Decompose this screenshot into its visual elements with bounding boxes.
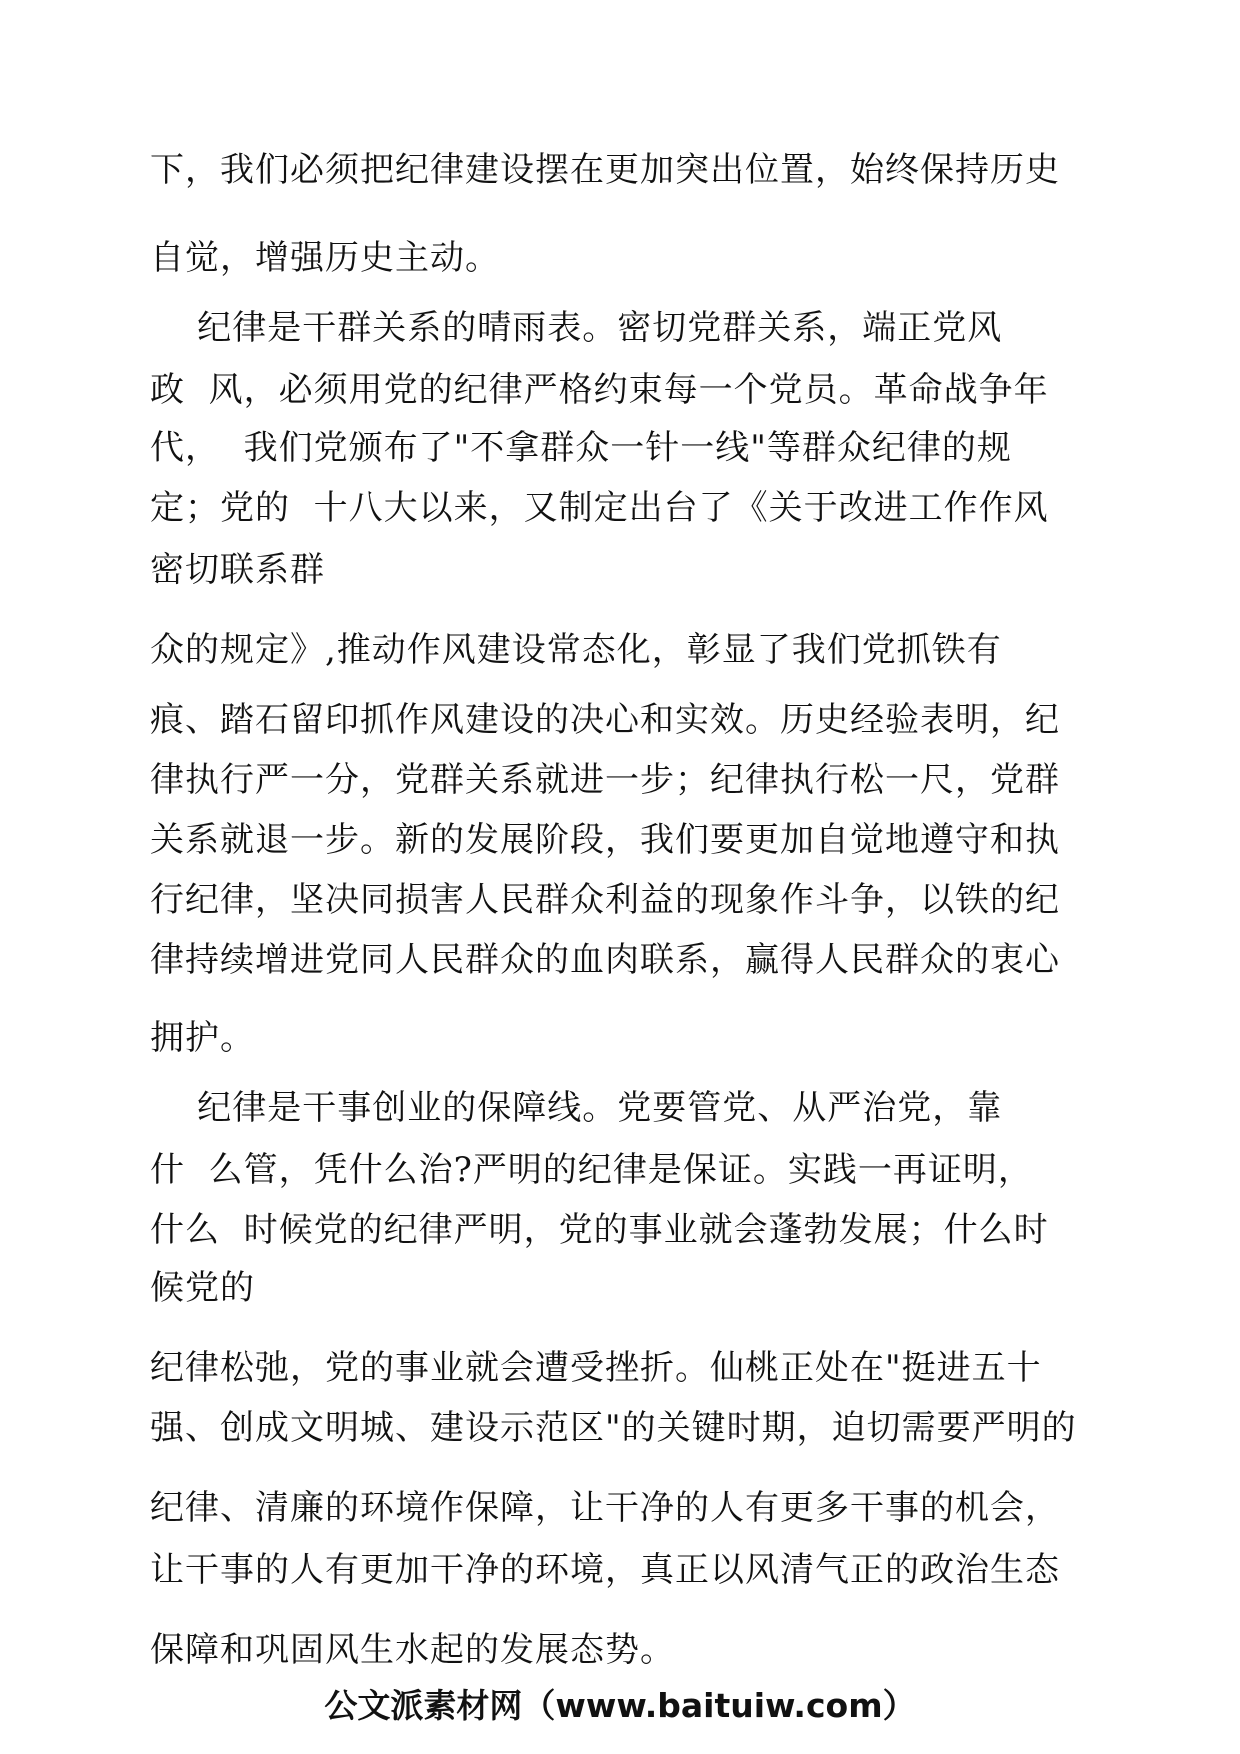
text-line: 密切联系群 xyxy=(150,550,325,590)
text-line: 候党的 xyxy=(150,1268,255,1308)
text-line: 什 么管，凭什么治?严明的纪律是保证。实践一再证明， xyxy=(150,1150,1033,1190)
text-line: 行纪律，坚决同损害人民群众利益的现象作斗争，以铁的纪 xyxy=(150,880,1060,920)
text-line: 纪律松弛，党的事业就会遭受挫折。仙桃正处在"挺进五十 xyxy=(150,1348,1042,1388)
text-line: 律执行严一分，党群关系就进一步；纪律执行松一尺，党群 xyxy=(150,760,1060,800)
text-line: 保障和巩固风生水起的发展态势。 xyxy=(150,1630,675,1670)
text-line: 拥护。 xyxy=(150,1018,255,1058)
text-line: 纪律、清廉的环境作保障，让干净的人有更多干事的机会， xyxy=(150,1488,1060,1528)
text-line: 让干事的人有更加干净的环境，真正以风清气正的政治生态 xyxy=(150,1550,1060,1590)
text-line: 痕、踏石留印抓作风建设的决心和实效。历史经验表明，纪 xyxy=(150,700,1060,740)
page-footer-watermark: 公文派素材网（www.baituiw.com） xyxy=(324,1686,916,1725)
text-line: 代， 我们党颁布了"不拿群众一针一线"等群众纪律的规 xyxy=(150,428,1012,468)
text-line: 定；党的 十八大以来，又制定出台了《关于改进工作作风 xyxy=(150,488,1049,528)
text-line: 律持续增进党同人民群众的血肉联系，赢得人民群众的衷心 xyxy=(150,940,1060,980)
text-line: 纪律是干事创业的保障线。党要管党、从严治党，靠 xyxy=(150,1088,1003,1128)
text-line: 关系就退一步。新的发展阶段，我们要更加自觉地遵守和执 xyxy=(150,820,1060,860)
text-line: 纪律是干群关系的晴雨表。密切党群关系，端正党风 xyxy=(150,308,1003,348)
text-line: 下，我们必须把纪律建设摆在更加突出位置，始终保持历史 xyxy=(150,150,1060,190)
text-line: 政 风，必须用党的纪律严格约束每一个党员。革命战争年 xyxy=(150,370,1049,410)
text-line: 什么 时候党的纪律严明，党的事业就会蓬勃发展；什么时 xyxy=(150,1210,1049,1250)
text-line: 自觉，增强历史主动。 xyxy=(150,238,500,278)
text-line: 强、创成文明城、建设示范区"的关键时期，迫切需要严明的 xyxy=(150,1408,1077,1448)
text-line: 众的规定》,推动作风建设常态化，彰显了我们党抓铁有 xyxy=(150,630,1002,670)
